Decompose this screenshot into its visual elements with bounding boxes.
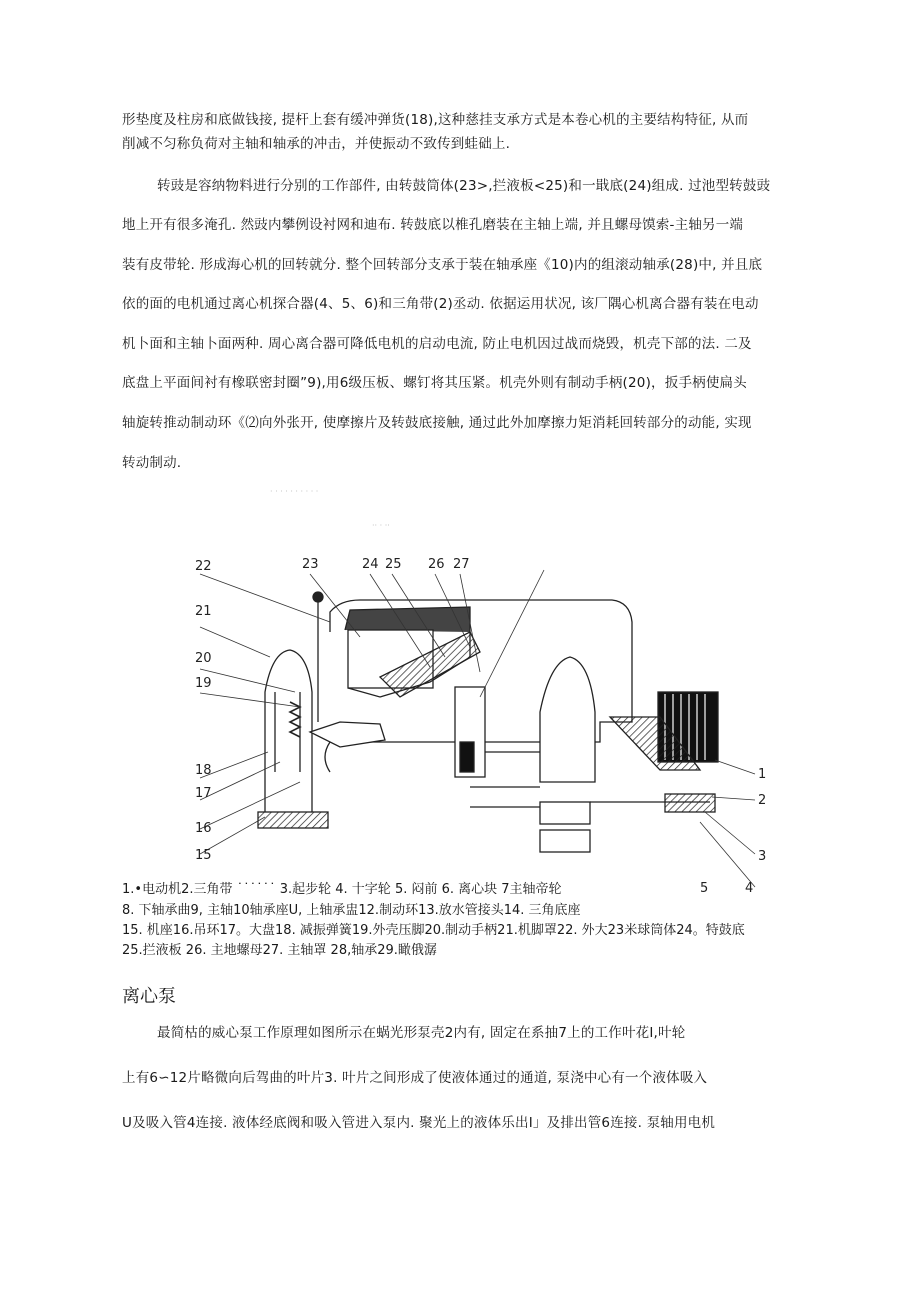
faint-header: · · · · · · · · · · [270, 487, 319, 496]
text-line: U及吸入管4连接. 液体经底阀和吸入管进入泵内. 聚光上的液体乐出I」及排出管6连接. 泵轴用电机 [122, 1115, 716, 1131]
text-line: 底盘上平面间衬有橡联密封圈”9),用6级压板、螺钉将其压紧。机壳外则有制动手柄(20)，扳手柄使扁头 [122, 375, 747, 391]
caption-row: 1.•电动机2.三角带 ˙˙˙˙˙˙ 3.起步轮 4. 十字轮 5. 闷前 6. 离心块 7主轴帝轮 [122, 882, 562, 897]
text-line: 形垫度及柱房和底做钱接, 提杆上套有缓冲弹货(18),这种慈挂支承方式是本卷心机的主要结构特征, 从而 [122, 112, 749, 128]
text-line: 机卜面和主轴卜面两种. 周心离合器可降低电机的启动电流, 防止电机因过战而烧毁，机壳下部的法. 二及 [122, 336, 752, 352]
label-27: 27 [453, 557, 470, 572]
text-line: 转豉是容纳物料进行分别的工作部件, 由转鼓筒体(23>,拦液板<25)和一戢底(24)组成. 过池型转鼓豉 [157, 178, 771, 194]
text-line: 轴旋转推动制动环《⑵向外张开, 使摩擦片及转鼓底接触, 通过此外加摩擦力矩消耗回转部分的动能, 实现 [122, 415, 752, 431]
label-22: 22 [195, 559, 212, 574]
label-16: 16 [195, 821, 212, 836]
label-5: 5 [700, 881, 709, 896]
centrifuge-diagram [0, 482, 920, 902]
label-25: 25 [385, 557, 402, 572]
text-line: 上有6∽12片略微向后驾曲的叶片3. 叶片之间形成了使液体通过的通道, 泵浇中心有一个液体吸入 [122, 1070, 708, 1086]
label-1: 1 [758, 767, 767, 782]
label-20: 20 [195, 651, 212, 666]
label-23: 23 [302, 557, 319, 572]
caption-row: 8. 下轴承曲9, 主轴10轴承座U, 上轴承盅12.制动环13.放水管接头14. 三角底座 [122, 903, 581, 918]
label-15: 15 [195, 848, 212, 863]
caption-row: 25.拦液板 26. 主地螺母27. 主轴罩 28,轴承29.瞰俄潺 [122, 943, 437, 958]
label-18: 18 [195, 763, 212, 778]
text-line: 最简枯的威心泵工作原理如图所示在蜗光形泵壳2内有, 固定在系抽7上的工作叶花I,叶轮 [157, 1025, 686, 1041]
label-24: 24 [362, 557, 379, 572]
text-line: 削减不匀称负荷对主轴和轴承的冲击，并使振动不致传到蛙础上. [122, 136, 511, 152]
label-2: 2 [758, 793, 767, 808]
faint-top: ·· · ·· [372, 521, 390, 530]
label-4: 4 [745, 881, 754, 896]
label-3: 3 [758, 849, 767, 864]
text-line: 装有皮带轮. 形成海心机的回转就分. 整个回转部分支承于装在轴承座《10)内的组滚动轴承(28)中, 并且底 [122, 257, 763, 273]
label-19: 19 [195, 676, 212, 691]
text-line: 地上开有很多淹孔. 然豉内攀例设衬网和迪布. 转鼓底以椎孔磨装在主轴上端, 并且螺母馍索-主轴另一端 [122, 217, 744, 233]
label-26: 26 [428, 557, 445, 572]
label-21: 21 [195, 604, 212, 619]
caption-row: 15. 机座16.吊环17。大盘18. 减振弹簧19.外壳压脚20.制动手柄21.机脚罩22. 外大23米球筒体24。特鼓底 [122, 923, 745, 938]
section-heading: 离心泵 [122, 986, 176, 1007]
text-line: 转动制动. [122, 455, 182, 471]
text-line: 依的面的电机通过离心机探合器(4、5、6)和三角带(2)丞动. 依据运用状况, 该厂隅心机离合器有装在电动 [122, 296, 759, 312]
label-17: 17 [195, 786, 212, 801]
